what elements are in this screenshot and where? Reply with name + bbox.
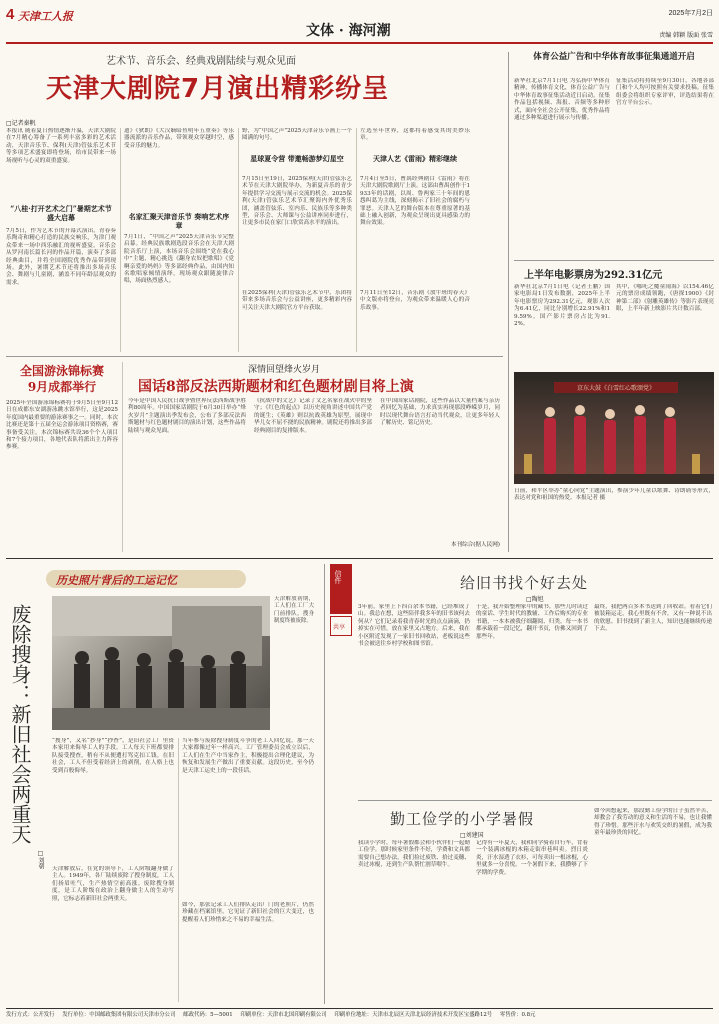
history-photo: [52, 596, 270, 730]
col-divider: [356, 128, 357, 352]
lead-col4b: 7月4日至5日，曹禺经典剧目《雷雨》将在天津大剧院歌剧厅上演。这部由曹禺创作于1933年的话剧，以周、鲁两家三十年间的恩怨纠葛为主线，深刻揭示了旧社会的腐朽与罪恶。天津人艺的舞台版本在尊重原著的基础上融入创新，为观众呈现出更具感染力的舞台效果。: [360, 176, 470, 227]
badge-text-1: 信件: [334, 570, 342, 584]
page-number: 4: [6, 6, 15, 23]
divider: [6, 356, 503, 357]
sports-ad-text1: 新华社北京7月1日电 为弘扬中华体育精神，传播体育文化，体育公益广告与中华体育故事征集活动近日启动。征集作品包括视频、海报、音频等多种形式，面向全社会公开征集，优秀作品将通过多种渠道进行展示与传播。: [514, 78, 610, 122]
masthead: [6, 6, 713, 42]
lead-subhead: 艺术节、音乐会、经典戏剧陆续与观众见面: [106, 56, 296, 67]
swim-headline-2: 9月成都举行: [27, 380, 97, 394]
lead-headline: 天津大剧院7月演出精彩纷呈: [46, 74, 390, 104]
letter2-text3: 如今回想起来，那段勤工俭学的日子虽然辛苦，却教会了我劳动的意义和生活的不易，也让我懂得了珍惜。那些汗水与欢笑交织的暑假，成为我童年最珍贵的回忆。: [594, 808, 712, 837]
lead-col2b: 7月1日，“中国之声”2025天津音乐节完整启幕。经典民族歌剧选段音乐会在天津大剧院音乐厅上演，本场音乐会围绕“党在我心中”主题，精心挑选《翻身农奴把歌唱》《党啊亲爱的妈妈》等多部经典作品，由国内知名歌唱家倾情演绎，现场观众跟随旋律合唱，场面热烈感人。: [124, 234, 234, 285]
swim-text: 2025年全国游泳锦标赛将于9月5日至9月12日在成都东安湖游泳跳水馆举行，这是2025年度国内最重要的游泳赛事之一。同时，本次比赛还是第十五届全运会游泳项目资格赛，赛事备受关注。本次锦标赛共设36个个人项目和7个接力项目，各地代表队将派出主力阵容参赛。: [6, 400, 118, 451]
col-divider: [120, 128, 121, 352]
divider: [358, 800, 712, 801]
lead-col4-subhead: 天津人艺《雷雨》精彩继续: [373, 154, 457, 163]
lead-col3c: 在2025保利(天津)管弦乐艺术节中，乐团将带来多场音乐会与公益讲座，更多精彩内容可关注天津大剧院官方平台获取。: [242, 290, 352, 311]
lead-byline: □记者秦帆: [6, 120, 36, 127]
col-divider: [178, 738, 179, 1002]
letters-badge: [330, 564, 352, 614]
badge-text-2: 共享: [333, 624, 346, 631]
theater-text3: 在中国国家话剧院，这些作品以大量档案与亲历者回忆为基础，力求真实再现那段峥嵘岁月，同时以现代舞台语言打动当代观众，让更多年轻人了解历史、铭记历史。: [380, 398, 500, 427]
column-divider: [508, 52, 509, 552]
footer: [6, 1011, 713, 1021]
theater-text1: 今年是中国人民抗日战争暨世界反法西斯战争胜利80周年。中国国家话剧院于6月30日举办“烽火岁月”主题演出季发布会，公布了多部反法西斯题材与红色题材剧目的演出计划，这些作品将陆续与观众见面。: [128, 398, 246, 434]
lead-col1: 本报讯 随着夏日热情逐渐升温，天津大剧院在7月精心筹备了一系列丰富多彩的艺术活动，天津音乐节、保利(天津)管弦乐艺术节等多项艺术盛宴即将登场，给市民带来一场场视听与心灵的双重盛宴。: [6, 128, 116, 164]
middle-main: [128, 362, 502, 552]
performers-graphic: [514, 394, 714, 484]
col-divider: [238, 128, 239, 352]
footer-price: 零售价：0.8元: [499, 1012, 536, 1018]
right-column: [514, 52, 714, 552]
lead-col3-subhead: 星球夏令营 带邀畅游梦幻星空: [250, 154, 344, 163]
letter2-title: 勤工俭学的小学暑假: [390, 810, 535, 828]
footer-printer-address: 印刷单位地址：天津市北辰区天津北辰经济技术开发区宝盛路12号: [334, 1012, 493, 1018]
footer-distributor: 发行单位：中国邮政集团有限公司天津市分公司: [62, 1012, 176, 1018]
lead-col1b: 7月5日，作为艺术节的开幕式演出，青春奏乐陶奇和精心打造的民族交响乐，为津门观众带来一场中西乐融汇的视听盛宴。音乐会从罗河南长篇长河的作品开篇，演奏了多部经典曲目，并将全国剧院优秀作品带到现场。此外，暑期艺术节还将推出多场音乐会、舞剧与儿童剧，涵盖不同年龄层观众的需求。: [6, 228, 116, 286]
letter1-title: 给旧书找个好去处: [460, 574, 589, 592]
history-feature: [6, 564, 318, 1004]
history-byline: □刘朝: [37, 850, 44, 869]
lead-col2-subhead: 名家汇聚天津音乐节 奏响艺术序章: [128, 212, 230, 230]
lead-col4c: 7月11日至12日，音乐剧《放牛班的春天》中文版亦将登台，为观众带来温暖人心的音乐故事。: [360, 290, 470, 311]
history-text2: 天津解放后，在党的领导下，工人阶级翻身做了主人。1949年，各厂陆续废除了搜身制度，工人们扬眉吐气，生产热情空前高涨。废除搜身制度，是工人阶级在政治上翻身做主人的生动写照，它标志着新旧社会两重天。: [52, 866, 174, 902]
footer-distribution: 发行方式：公开发行: [6, 1012, 55, 1018]
swim-headline-1: 全国游泳锦标赛: [19, 364, 104, 378]
history-text1: “搜身”，又名“抄身”“抄查”，是旧社会工厂里资本家用来侮辱工人的手段。工人每天下班都要排队接受搜查，稍有不从便遭打骂克扣工钱。在旧社会，工人不但受着经济上的剥削，在人格上也受到百般侮辱。: [52, 738, 174, 774]
history-photo-caption: 天津解放初期，工人们在工厂大门前排队，搜身制度终被废除。: [274, 596, 314, 625]
letter1-byline: □陶旭: [526, 596, 544, 603]
section-title: 文体 · 海河潮: [306, 23, 391, 39]
col-divider: [122, 362, 123, 552]
theater-subhead: 深情回望烽火岁月: [248, 365, 321, 375]
photo-caption: 日前，和平区举办“童心向党”主题演出，参演少年儿童以歌舞、诗朗诵等形式，表达对党和祖国的热爱。本报记者 摄: [514, 488, 714, 502]
lead-article: [6, 52, 503, 352]
column-divider: [324, 564, 325, 1004]
letter2-text2: 记得有一年夏天，我和同学骑着自行车，背着一个装满冰棍的木箱走街串巷叫卖。烈日炎炎，汗水湿透了衣衫，可每卖出一根冰棍，心里就多一分喜悦。一个暑假下来，我攒够了下学期的学费。: [476, 840, 588, 876]
box-office-text2: 其中，《哪吒之魔童闹海》以154.46亿元的票房成绩领跑，《唐探1900》《封神第二部》《射雕英雄传》等影片表现亮眼，上半年新上映影片共计数百部。: [616, 284, 714, 313]
footer-rule: [6, 1008, 713, 1009]
history-banner-text: 历史照片背后的工运记忆: [56, 574, 177, 587]
paper-name: 天津工人报: [18, 10, 73, 23]
letter1-text1: 3年前，家里上下四百余本书籍，已经堆成了山。我总在想，这些陪伴我多年的旧书该何去何从？它们记录着我青春时光的点点滴滴，扔掉实在可惜，放在家里又占地方。后来，我在小区附近发现了一家旧书回收站，老板说这些书会被送往乡村学校和图书馆。: [358, 604, 470, 648]
letter2-byline: □刘建国: [460, 832, 484, 839]
history-banner: [46, 570, 246, 588]
lead-col4: 左选至年世界，这都将着感受其的美妙乐章。: [360, 128, 470, 142]
letter2-text1: 我读小学时，每年暑假都会和小伙伴们一起勤工俭学。那时候家里条件不好，学费和文具都需要自己想办法。我们捡过废铁、拾过麦穗、卖过冰棍，还到生产队帮忙割草喂牛。: [358, 840, 470, 869]
letter1-text3: 最终，我把两百多本书送到了回收站。看着它们被装箱运走，我心里既有不舍，又有一种说不出的欣慰。旧书找到了新主人，知识也能继续传递下去。: [594, 604, 712, 633]
footer-printer: 印刷单位：天津市北国印刷有限公司: [240, 1012, 327, 1018]
theater-headline: 国话8部反法西斯题材和红色题材剧目将上演: [138, 379, 414, 395]
editors: 责编 韩颖 版面 张雪: [659, 32, 713, 39]
history-text4: 如今，那张记录工人们排队走出厂门的老照片，仍然珍藏在档案馆里。它见证了新旧社会的巨大变迁，也提醒着人们珍惜来之不易的幸福生活。: [182, 902, 314, 923]
section-rule: [6, 558, 713, 559]
photo-banner: 京东大鼓《白雪红心歌颂党》: [554, 382, 678, 393]
theater-text2: 《抗战中的文艺》记录了文艺名家在战火中的坚守；《红色的起点》以历史视角讲述中国共产党的诞生；《英雄》则以抗战英雄为原型，展现中华儿女不屈不挠的民族精神。剧院还将推出多部经典剧目的复排版本。: [254, 398, 372, 434]
lead-col3: 野，为“中国之声”2025天津音乐节画上一个圆满的句号。: [242, 128, 352, 142]
lead-col3b: 7月15日至19日，2025保利(天津)管弦乐艺术节在天津大剧院举办，为新夏音乐的青少年提供学习交流与展示交流的机会。2025保利(天津)管弦乐艺术节汇聚海内外优秀乐团，涵盖管弦乐、室内乐、民族乐等多种类型，音乐会、大师课与公益讲座同步进行，让更多市民在家门口欣赏高水平的演出。: [242, 176, 352, 227]
sports-ad-headline: 体育公益广告和中华体育故事征集通道开启: [533, 52, 695, 62]
issue-date: 2025年7月2日: [668, 10, 713, 17]
lead-col1-subhead: “八桂·打开艺术之门”暑期艺术节盛大启幕: [10, 204, 112, 222]
history-title: 废除搜身：新旧社会两重天: [8, 604, 32, 844]
footer-postcode: 邮政代码：5—5001: [183, 1012, 233, 1018]
masthead-rule: [6, 42, 713, 44]
sports-ad-text2: 征集活动将持续至9月30日，各地各部门和个人均可按照有关要求投稿。征集组委会将组织专家评审，评选结果将在官方平台公示。: [616, 78, 714, 107]
box-office-text1: 新华社北京7月1日电（记者王鹏）国家电影局1日发布数据，2025年上半年电影票房为292.31亿元，观影人次为6.41亿，同比分别增长22.91%和19.59%。国产影片票房占比为91.2%。: [514, 284, 610, 328]
history-text3: 当年参与废除搜身制度斗争的老工人回忆说，那一天大家都像过年一样高兴。工厂管理委员会成立以后，工人们在生产中当家作主，积极提出合理化建议，为恢复和发展生产做出了重要贡献。这段历史，至今仍是天津工运史上的一段佳话。: [182, 738, 314, 774]
letters-section: [330, 564, 714, 1004]
divider: [514, 260, 714, 261]
box-office-headline: 上半年电影票房为292.31亿元: [524, 270, 663, 281]
stage-photo: [514, 372, 714, 484]
letter1-text2: 于是，我开始整理家中的藏书。那些儿时读过的童话、学生时代的教辅、工作后购买的专业书籍，一本本被我仔细翻阅、归类。每一本书都承载着一段记忆，翻开书页，仿佛又回到了那些年。: [476, 604, 588, 640]
letters-badge-2: [330, 616, 352, 636]
middle-left: [6, 362, 118, 552]
theater-byline: 本刊综合(据人民网): [450, 542, 500, 548]
crowd-graphic: [52, 596, 270, 730]
lead-col2: 遗》《狄朗》《大汉嫡暗鱼明年五重奏》等乐器流派的音乐作品，带领观众穿越时空，感受音乐的魅力。: [124, 128, 234, 149]
